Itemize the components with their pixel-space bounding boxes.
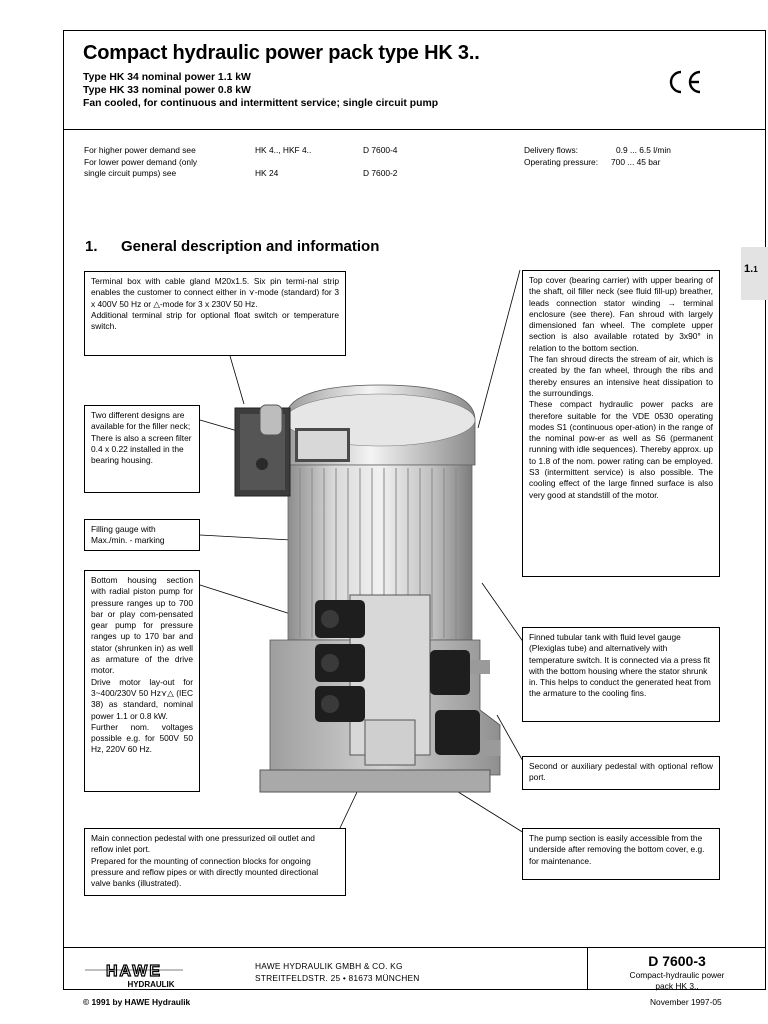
copyright: © 1991 by HAWE Hydraulik bbox=[83, 997, 191, 1007]
callout-filling-gauge: Filling gauge with Max./min. - marking bbox=[84, 519, 200, 551]
company-street: STREITFELDSTR. 25 • 81673 MÜNCHEN bbox=[255, 973, 420, 983]
subtitle-service: Fan cooled, for continuous and intermittent service; single circuit pump bbox=[83, 98, 439, 109]
power-pack-illustration bbox=[230, 380, 520, 800]
callout-main-pedestal: Main connection pedestal with one pressurized oil outlet and reflow inlet port. Prepared for the mounting of connection blocks for ongoing pressure and reflow pipes or with directly mounted directional valve banks (illustrated). bbox=[84, 828, 346, 896]
callout-top-cover: Top cover (bearing carrier) with upper bearing of the shaft, oil filler neck (see fluid fill-up) breather, leads connection stator winding → terminal enclosure (see there). Fan shroud with largely dimensioned fan wheel. The complete upper section is also available rotated by 3x90° in relation to the bottom section. The fan shroud directs the stream of air, which is created by the fan wheel, through the ribs and thereby ensures an intensive heat dissipation to the surroundings. These compact hydraulic power packs are therefore suitable for the VDE 0530 operating modes S1 (continuous oper-ation) in the range of the nominal pow-er as well as S6 (permanent running with idle sequences). Thereby approx. up to 1.8 of the nom. power rating can be employed. S3 (intermittent service) is also possible. The cooling effect of the large finned surface is also very good at standstill of the motor. bbox=[522, 270, 720, 577]
section-number: 1. bbox=[85, 238, 98, 255]
page-title: Compact hydraulic power pack type HK 3.. bbox=[83, 42, 480, 64]
company-name: HAWE HYDRAULIK GMBH & CO. KG bbox=[255, 961, 403, 971]
document-id-box bbox=[587, 948, 766, 990]
subtitle-hk34: Type HK 34 nominal power 1.1 kW bbox=[83, 72, 251, 83]
hawe-logo bbox=[83, 962, 185, 988]
spec-labels: Delivery flows: Operating pressure: bbox=[524, 145, 599, 167]
svg-text:HYDRAULIK: HYDRAULIK bbox=[127, 980, 175, 988]
chapter-tab: 1.1 bbox=[741, 247, 768, 300]
subtitle-hk33: Type HK 33 nominal power 0.8 kW bbox=[83, 85, 251, 96]
reference-column-3: D 7600-4 D 7600-2 bbox=[363, 145, 398, 178]
callout-filler-neck: Two different designs are available for the filler neck; There is also a screen filter 0.4 x 0.22 installed in the bearing housing. bbox=[84, 405, 200, 493]
spec-delivery-value: 0.9 ... 6.5 l/min bbox=[616, 145, 671, 155]
callout-bottom-housing: Bottom housing section with radial piston pump for pressure ranges up to 700 bar or play com-pensated gear pump for pressure ranges up to 170 bar and stator (shrunken in) as well as armature of the drive motor. Drive motor lay-out for 3~400/230V 50 Hz⋎△ (IEC 38) as standard, nominal power 1.1 or 0.8 kW. Further nom. voltages possible e.g. for 500V 50 Hz, 220V 60 Hz. bbox=[84, 570, 200, 792]
ce-mark-icon bbox=[665, 68, 705, 96]
spec-pressure-value: 700 ... 45 bar bbox=[611, 156, 661, 167]
document-number: D 7600-3 bbox=[648, 953, 706, 969]
svg-text:HAWE: HAWE bbox=[106, 963, 162, 980]
document-subtitle: Compact-hydraulic power pack HK 3.. bbox=[629, 970, 725, 991]
reference-column-1: For higher power demand see For lower power demand (only single circuit pumps) see bbox=[84, 145, 198, 178]
footer bbox=[63, 947, 766, 990]
reference-column-2: HK 4.., HKF 4.. HK 24 bbox=[255, 145, 312, 178]
issue-date: November 1997-05 bbox=[650, 997, 722, 1007]
callout-pump-section: The pump section is easily accessible from the underside after removing the bottom cover, e.g. for maintenance. bbox=[522, 828, 720, 880]
section-heading bbox=[85, 238, 379, 255]
callout-terminal-box: Terminal box with cable gland M20x1.5. Six pin termi-nal strip enables the customer to connect either in ⋎-mode (standard) for 3 x 400V 50 Hz or △-mode for 3 x 230V 50 Hz. Additional terminal strip for optional float switch or temperature switch. bbox=[84, 271, 346, 356]
callout-finned-tank: Finned tubular tank with fluid level gauge (Plexiglas tube) and alternatively with temperature switch. It is connected via a press fit with the bottom housing where the stator shrunk in. This helps to conduct the generated heat from the armature to the cooling fins. bbox=[522, 627, 720, 722]
header bbox=[63, 30, 766, 130]
subtitles bbox=[83, 71, 438, 110]
section-title: General description and information bbox=[121, 238, 380, 255]
callout-second-pedestal: Second or auxiliary pedestal with optional reflow port. bbox=[522, 756, 720, 790]
company-address bbox=[255, 960, 420, 984]
